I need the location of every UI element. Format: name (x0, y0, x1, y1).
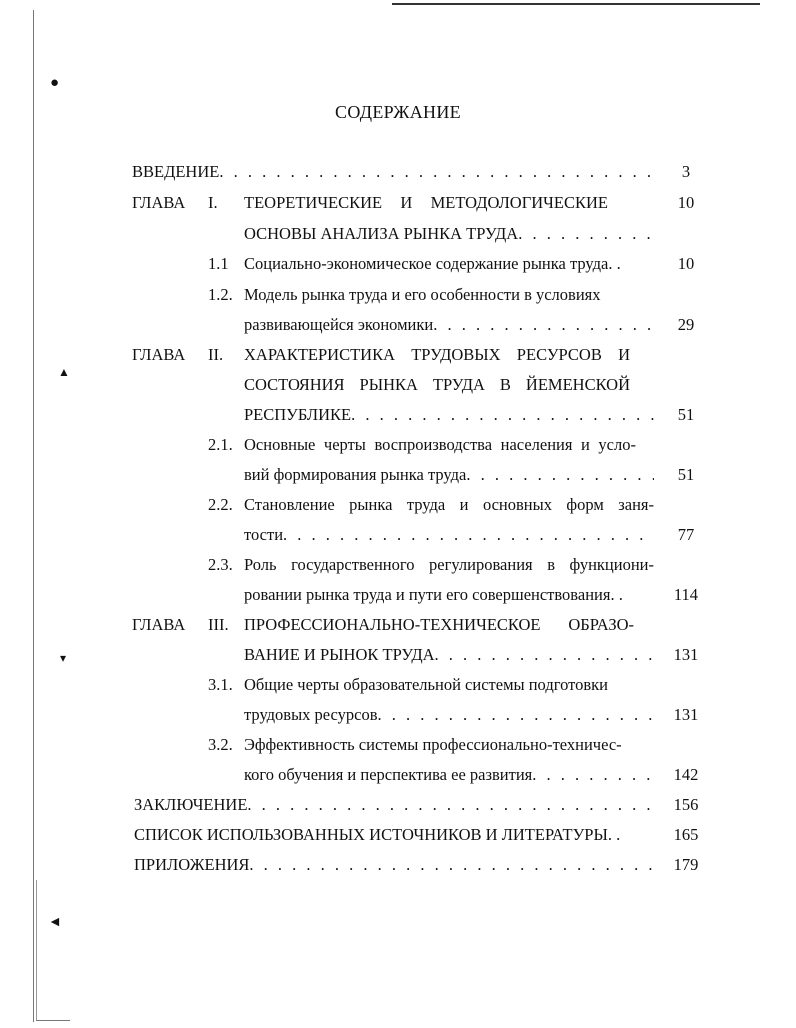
toc-entry-section-2-3 (0, 554, 796, 576)
toc-entry-text: ЗАКЛЮЧЕНИЕ (134, 795, 248, 814)
toc-entry-text: РЕСПУБЛИКЕ (244, 405, 352, 424)
toc-entry-text: ровании рынка труда и пути его совершенствования. . (244, 585, 623, 604)
toc-page-number: 29 (677, 315, 695, 334)
toc-entry-text: тости (244, 525, 284, 544)
toc-entry-section-1-1 (0, 253, 796, 275)
leader-dots (532, 764, 654, 786)
binding-hole-mark: ◄ (48, 915, 62, 930)
toc-entry-continuation (0, 464, 796, 486)
toc-entry-section-3-1 (0, 674, 796, 696)
section-number: 2.3. (208, 555, 233, 574)
toc-page-number: 3 (681, 162, 691, 181)
toc-entry-chapter-1 (0, 192, 796, 214)
toc-entry-text: вий формирования рынка труда (244, 465, 467, 484)
chapter-number: I. (208, 193, 218, 212)
toc-entry-appendix (0, 854, 796, 876)
toc-page-number: 156 (673, 795, 699, 814)
toc-entry-continuation (0, 524, 796, 546)
toc-entry-continuation (0, 764, 796, 786)
toc-entry-conclusion (0, 794, 796, 816)
toc-entry-text: ХАРАКТЕРИСТИКА ТРУДОВЫХ РЕСУРСОВ И (244, 345, 630, 364)
toc-entry-continuation (0, 644, 796, 666)
chapter-number: II. (208, 345, 224, 364)
leader-dots (435, 644, 654, 666)
chapter-label: ГЛАВА (132, 193, 186, 212)
binding-hole-mark: ● (50, 75, 60, 91)
toc-page-number: 51 (677, 465, 695, 484)
toc-page-number: 179 (673, 855, 699, 874)
leader-dots (351, 404, 654, 426)
section-number: 3.1. (208, 675, 233, 694)
toc-entry-text: Роль государственного регулирования в функциони- (244, 555, 654, 574)
scan-edge-top (392, 3, 760, 5)
toc-page-number: 10 (677, 254, 695, 273)
toc-entry-continuation (0, 374, 796, 396)
toc-page-number: 165 (673, 825, 699, 844)
toc-entry-section-2-2 (0, 494, 796, 516)
scan-edge-bottom (36, 1020, 70, 1021)
leader-dots (247, 794, 654, 816)
toc-entry-text: ПРИЛОЖЕНИЯ (134, 855, 250, 874)
toc-entry-continuation (0, 404, 796, 426)
toc-entry-chapter-3 (0, 614, 796, 636)
section-number: 2.2. (208, 495, 233, 514)
leader-dots (283, 524, 654, 546)
leader-dots (466, 464, 654, 486)
toc-page-number: 51 (677, 405, 695, 424)
toc-entry-text: трудовых ресурсов (244, 705, 378, 724)
leader-dots (378, 704, 654, 726)
section-number: 3.2. (208, 735, 233, 754)
toc-entry-section-3-2 (0, 734, 796, 756)
toc-page-number: 10 (677, 193, 695, 212)
toc-entry-text: Модель рынка труда и его особенности в условиях (244, 285, 601, 304)
section-number: 2.1. (208, 435, 233, 454)
toc-entry-continuation (0, 223, 796, 245)
toc-page-number: 114 (673, 585, 699, 604)
toc-entry-continuation (0, 314, 796, 336)
toc-entry-text: Эффективность системы профессионально-техничес- (244, 735, 622, 754)
toc-entry-text: Становление рынка труда и основных форм заня- (244, 495, 654, 514)
toc-entry-text: Социально-экономическое содержание рынка труда. . (244, 254, 621, 273)
toc-page-number: 131 (673, 645, 699, 664)
toc-entry-text: СПИСОК ИСПОЛЬЗОВАННЫХ ИСТОЧНИКОВ И ЛИТЕРАТУРЫ. . (134, 825, 621, 844)
leader-dots (219, 161, 654, 183)
toc-entry-text: Общие черты образовательной системы подготовки (244, 675, 608, 694)
leader-dots (433, 314, 654, 336)
toc-entry-section-1-2 (0, 284, 796, 306)
toc-entry-text: ПРОФЕССИОНАЛЬНО-ТЕХНИЧЕСКОЕ ОБРАЗО- (244, 615, 634, 634)
toc-entry-text: СОСТОЯНИЯ РЫНКА ТРУДА В ЙЕМЕНСКОЙ (244, 375, 630, 394)
toc-entry-text: кого обучения и перспектива ее развития (244, 765, 533, 784)
toc-entry-text: ВВЕДЕНИЕ (132, 162, 220, 181)
toc-entry-text: ТЕОРЕТИЧЕСКИЕ И МЕТОДОЛОГИЧЕСКИЕ (244, 193, 608, 212)
toc-entry-section-2-1 (0, 434, 796, 456)
toc-entry-intro (0, 161, 796, 183)
toc-entry-continuation (0, 584, 796, 606)
chapter-label: ГЛАВА (132, 615, 186, 634)
binding-hole-mark: ▾ (60, 651, 67, 665)
chapter-label: ГЛАВА (132, 345, 186, 364)
binding-hole-mark: ▲ (58, 365, 70, 379)
scan-edge-left-inner (36, 880, 37, 1020)
toc-entry-text: ОСНОВЫ АНАЛИЗА РЫНКА ТРУДА (244, 224, 519, 243)
leader-dots (518, 223, 654, 245)
toc-entry-text: ВАНИЕ И РЫНОК ТРУДА (244, 645, 435, 664)
toc-page-number: 77 (677, 525, 695, 544)
leader-dots (249, 854, 654, 876)
chapter-number: III. (208, 615, 229, 634)
toc-entry-text: развивающейся экономики (244, 315, 434, 334)
toc-entry-text: Основные черты воспроизводства населения и усло- (244, 435, 636, 454)
toc-page-number: 131 (673, 705, 699, 724)
toc-entry-chapter-2 (0, 344, 796, 366)
section-number: 1.2. (208, 285, 233, 304)
toc-entry-sources (0, 824, 796, 846)
toc-page-number: 142 (673, 765, 699, 784)
page-title: СОДЕРЖАНИЕ (335, 102, 461, 122)
section-number: 1.1 (208, 254, 229, 273)
toc-entry-continuation (0, 704, 796, 726)
